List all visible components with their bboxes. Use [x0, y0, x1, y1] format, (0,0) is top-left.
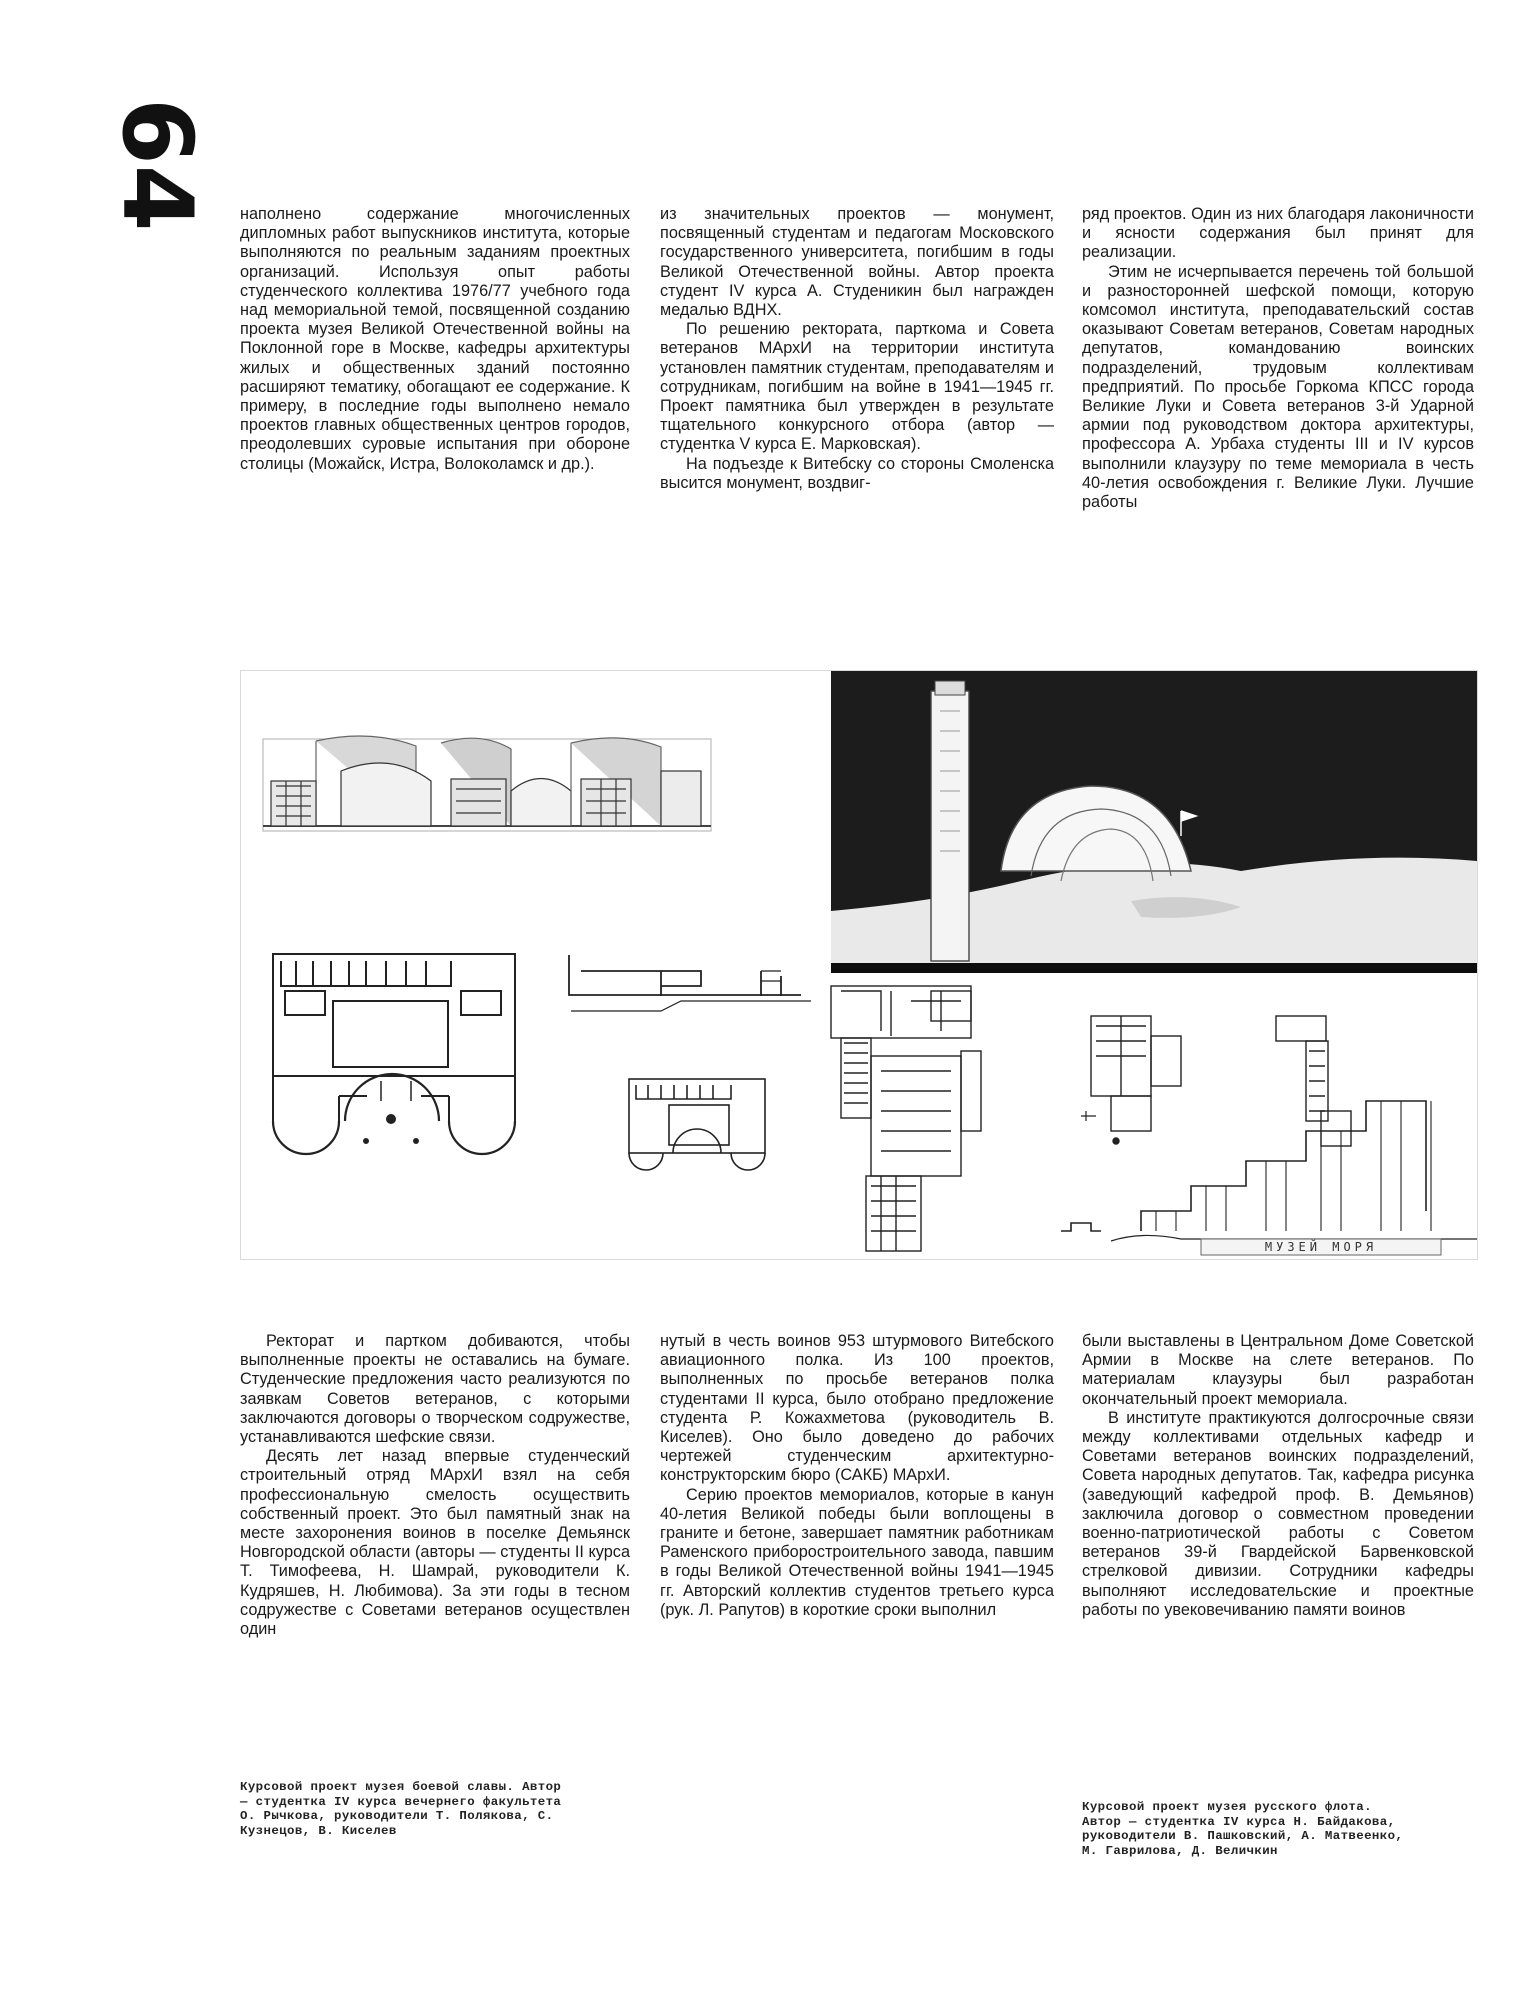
- figure-caption-right: Курсовой проект музея русского флота. Автор — студентка IV курса Н. Байдакова, руководители В. Пашковский, А. Матвеенко, М. Гаврилова, Д. Величкин: [1082, 1800, 1404, 1858]
- paragraph: наполнено содержание многочисленных дипломных работ выпускников института, которые выполняются по реальным заданиям проектных организаций. Используя опыт работы студенческого коллектива 1976/77 учебного года над мемориальной темой, посвященной созданию проекта музея Великой Отечественной войны на Поклонной горе в Москве, кафедры архитектуры жилых и общественных зданий постоянно расширяют тематику, обогащают ее содержание. К примеру, в последние годы выполнено немало проектов главных общественных центров городов, преодолевших суровые испытания при обороне столицы (Можайск, Истра, Волоколамск и др.).: [240, 205, 630, 473]
- top-text-column-1: [240, 205, 630, 474]
- paragraph: ряд проектов. Один из них благодаря лаконичности и ясности содержания был принят для реализации.: [1082, 205, 1474, 262]
- paragraph: По решению ректората, парткома и Совета ветеранов МАрхИ на территории института установлен памятник студентам, преподавателям и сотрудникам, погибшим на войне в 1941—1945 гг. Проект памятника был утвержден в результате тщательного конкурсного отбора (автор — студентка V курса Е. Марковская).: [660, 320, 1054, 454]
- page-number: 64: [101, 98, 213, 232]
- paragraph: из значительных проектов — монумент, посвященный студентам и педагогам Московского государственного университета, погибшим в годы Великой Отечественной войны. Автор проекта студент IV курса А. Студеникин был награжден медалью ВДНХ.: [660, 205, 1054, 320]
- paragraph: были выставлены в Центральном Доме Советской Армии в Москве на слете ветеранов. По материалам клаузуры был разработан окончательный проект мемориала.: [1082, 1332, 1474, 1408]
- paragraph: Ректорат и партком добиваются, чтобы выполненные проекты не оставались на бумаге. Студенческие предложения часто реализуются по заявкам Советов ветеранов, с которыми заключаются договоры о творческом содружестве, устанавливаются шефские связи.: [240, 1332, 630, 1447]
- museum-facade-elevation: [263, 736, 711, 831]
- paragraph: нутый в честь воинов 953 штурмового Витебского авиационного полка. Из 100 проектов, выполненных по просьбе ветеранов полка студентами II курса, было отобрано предложение студента Р. Кожахметова (руководитель В. Киселев). Оно было доведено до рабочих чертежей студенческим архитектурно-конструкторским бюро (САКБ) МАрхИ.: [660, 1332, 1054, 1485]
- paragraph: Десять лет назад впервые студенческий строительный отряд МАрхИ взял на себя профессиональную смелость осуществить собственный проект. Это был памятный знак на месте захоронения воинов в поселке Демьянск Новгородской области (авторы — студенты II курса Т. Тимофеева, Н. Шамрай, руководители К. Кудряшев, Н. Любимова). За эти годы в тесном содружестве с Советами ветеранов осуществлен один: [240, 1447, 630, 1639]
- figure-caption-left: Курсовой проект музея боевой славы. Автор — студентка IV курса вечернего факультета О. Рычкова, руководители Т. Полякова, С. Кузнецов, В. Киселев: [240, 1780, 562, 1838]
- paragraph: Этим не исчерпывается перечень той большой и разносторонней шефской помощи, которую комсомол института, преподавательский состав оказывают Советам ветеранов, Советам народных депутатов, командованию воинских подразделений, трудовым коллективам предприятий. По просьбе Горкома КПСС города Великие Луки и Совета ветеранов 3-й Ударной армии под руководством доктора архитектуры, профессора А. Урбаха студенты III и IV курсов выполнили клаузуру по теме мемориала в честь 40-летия освобождения г. Великие Луки. Лучшие работы: [1082, 262, 1474, 512]
- bottom-text-column-2: [660, 1332, 1054, 1620]
- architectural-drawings-figure: [240, 670, 1478, 1260]
- top-text-column-3: [1082, 205, 1474, 512]
- paragraph: Серию проектов мемориалов, которые в канун 40-летия Великой победы были воплощены в граните и бетоне, завершает памятник работникам Раменского приборостроительного завода, павшим в годы Великой Отечественной войны 1941—1945 гг. Авторский коллектив студентов третьего курса (рук. Л. Рапутов) в короткие сроки выполнил: [660, 1485, 1054, 1619]
- bottom-text-column-3: [1082, 1332, 1474, 1620]
- bottom-text-column-1: [240, 1332, 630, 1639]
- museum-building-section: [569, 955, 811, 1011]
- museum-main-floor-plan: [273, 954, 515, 1154]
- paragraph: На подъезде к Витебску со стороны Смоленска высится монумент, воздвиг-: [660, 454, 1054, 492]
- sea-museum-sign-text: МУЗЕЙ МОРЯ: [1264, 1240, 1378, 1254]
- museum-small-floor-plan: [629, 1079, 765, 1170]
- top-text-column-2: [660, 205, 1054, 493]
- paragraph: В институте практикуются долгосрочные связи между коллективами отдельных кафедр и Советами ветеранов воинских подразделений, Совета народных депутатов. Так, кафедра рисунка (заведующий кафедрой проф. В. Демьянов) заключила договор о совместном проведении военно-патриотической работы с Советом ветеранов 39-й Гвардейской Барвенковской стрелковой дивизии. Сотрудники кафедры выполняют исследовательские и проектные работы по увековечиванию памяти воинов: [1082, 1408, 1474, 1619]
- sea-museum-terraced-section: [1061, 1101, 1477, 1255]
- sea-museum-floor-plans: [831, 986, 1351, 1251]
- sea-museum-perspective-render: [831, 671, 1477, 973]
